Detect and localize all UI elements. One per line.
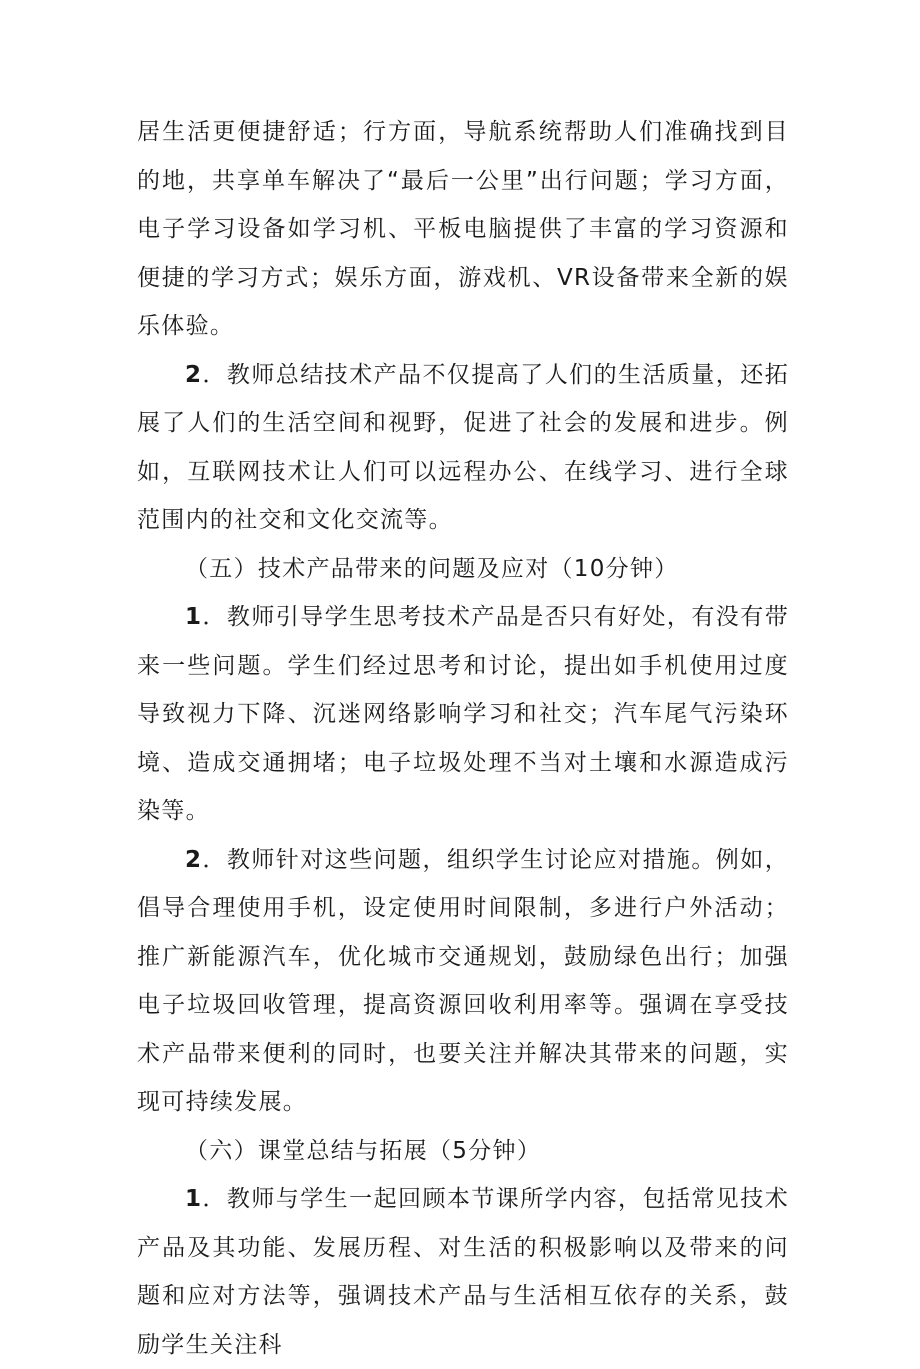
numbered-paragraph [137,1175,789,1369]
paragraph-number: 1 [185,604,203,630]
paragraph-number: 2 [185,846,203,873]
paragraph-text: 居生活更便捷舒适；行方面，导航系统帮助人们准确找到目的地，共享单车解决了“最后一公里”出行问题；学习方面，电子学习设备如学习机、平板电脑提供了丰富的学习资源和便捷的学习方式；娱乐方面，游戏机、VR设备带来全新的娱乐体验。 [137,119,789,339]
numbered-paragraph [137,351,789,545]
section-heading-text: （六）课堂总结与拓展（5分钟） [185,1137,542,1164]
numbered-paragraph [137,836,789,1127]
paragraph-number: 2 [185,361,203,388]
paragraph-text: ．教师引导学生思考技术产品是否只有好处，有没有带来一些问题。学生们经过思考和讨论，提出如手机使用过度导致视力下降、沉迷网络影响学习和社交；汽车尾气污染环境、造成交通拥堵；电子垃圾处理不当对土壤和水源造成污染等。 [137,604,789,824]
document-body [137,108,789,1369]
section-heading [137,1127,789,1176]
numbered-paragraph [137,593,789,836]
section-heading-text: （五）技术产品带来的问题及应对（10分钟） [185,555,679,582]
paragraph-text: ．教师总结技术产品不仅提高了人们的生活质量，还拓展了人们的生活空间和视野，促进了社会的发展和进步。例如，互联网技术让人们可以远程办公、在线学习、进行全球范围内的社交和文化交流等。 [137,361,789,533]
paragraph-continuation [137,108,789,351]
section-heading [137,545,789,594]
paragraph-text: ．教师与学生一起回顾本节课所学内容，包括常见技术产品及其功能、发展历程、对生活的积极影响以及带来的问题和应对方法等，强调技术产品与生活相互依存的关系，鼓励学生关注科 [137,1186,789,1358]
paragraph-text: ．教师针对这些问题，组织学生讨论应对措施。例如，倡导合理使用手机，设定使用时间限制，多进行户外活动；推广新能源汽车，优化城市交通规划，鼓励绿色出行；加强电子垃圾回收管理，提高资源回收利用率等。强调在享受技术产品带来便利的同时，也要关注并解决其带来的问题，实现可持续发展。 [137,846,789,1115]
paragraph-number: 1 [185,1186,203,1212]
